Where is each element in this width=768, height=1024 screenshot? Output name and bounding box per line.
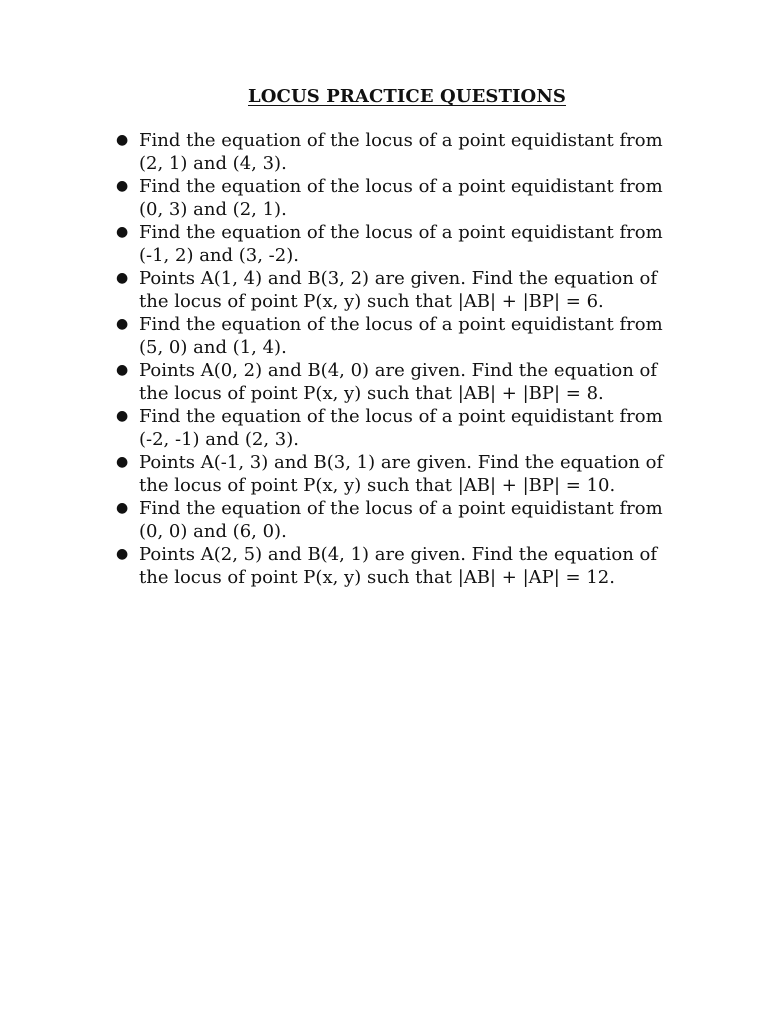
- bullet-icon: ●: [116, 270, 129, 286]
- list-item: [116, 313, 699, 359]
- list-item: [116, 359, 699, 405]
- question-line-1: Find the equation of the locus of a point equidistant from: [139, 222, 663, 243]
- list-item: [116, 129, 699, 175]
- question-line-1: Find the equation of the locus of a point equidistant from: [139, 406, 663, 427]
- question-line-1: Points A(1, 4) and B(3, 2) are given. Find the equation of: [139, 268, 658, 289]
- bullet-icon: ●: [116, 178, 129, 194]
- question-line-2: (0, 3) and (2, 1).: [139, 199, 287, 220]
- question-line-2: the locus of point P(x, y) such that |AB| + |BP| = 10.: [139, 475, 616, 496]
- list-item: [116, 175, 699, 221]
- question-line-1: Find the equation of the locus of a point equidistant from: [139, 498, 663, 519]
- question-line-2: the locus of point P(x, y) such that |AB| + |BP| = 6.: [139, 291, 604, 312]
- question-line-2: the locus of point P(x, y) such that |AB| + |AP| = 12.: [139, 567, 615, 588]
- list-item: [116, 451, 699, 497]
- question-line-2: (-2, -1) and (2, 3).: [139, 429, 299, 450]
- question-line-2: the locus of point P(x, y) such that |AB| + |BP| = 8.: [139, 383, 604, 404]
- question-line-1: Find the equation of the locus of a point equidistant from: [139, 176, 663, 197]
- bullet-icon: ●: [116, 362, 129, 378]
- question-line-1: Find the equation of the locus of a point equidistant from: [139, 130, 663, 151]
- question-line-2: (-1, 2) and (3, -2).: [139, 245, 299, 266]
- bullet-icon: ●: [116, 224, 129, 240]
- bullet-icon: ●: [116, 500, 129, 516]
- list-item: [116, 543, 699, 589]
- question-line-2: (0, 0) and (6, 0).: [139, 521, 287, 542]
- questions-list: [116, 129, 699, 589]
- bullet-icon: ●: [116, 316, 129, 332]
- question-line-1: Points A(2, 5) and B(4, 1) are given. Find the equation of: [139, 544, 658, 565]
- question-line-1: Points A(0, 2) and B(4, 0) are given. Find the equation of: [139, 360, 658, 381]
- bullet-icon: ●: [116, 408, 129, 424]
- bullet-icon: ●: [116, 546, 129, 562]
- list-item: [116, 267, 699, 313]
- bullet-icon: ●: [116, 132, 129, 148]
- list-item: [116, 497, 699, 543]
- question-line-1: Find the equation of the locus of a point equidistant from: [139, 314, 663, 335]
- list-item: [116, 405, 699, 451]
- list-item: [116, 221, 699, 267]
- bullet-icon: ●: [116, 454, 129, 470]
- question-line-1: Points A(-1, 3) and B(3, 1) are given. Find the equation of: [139, 452, 664, 473]
- question-line-2: (5, 0) and (1, 4).: [139, 337, 287, 358]
- question-line-2: (2, 1) and (4, 3).: [139, 153, 287, 174]
- page-title: LOCUS PRACTICE QUESTIONS: [248, 86, 566, 107]
